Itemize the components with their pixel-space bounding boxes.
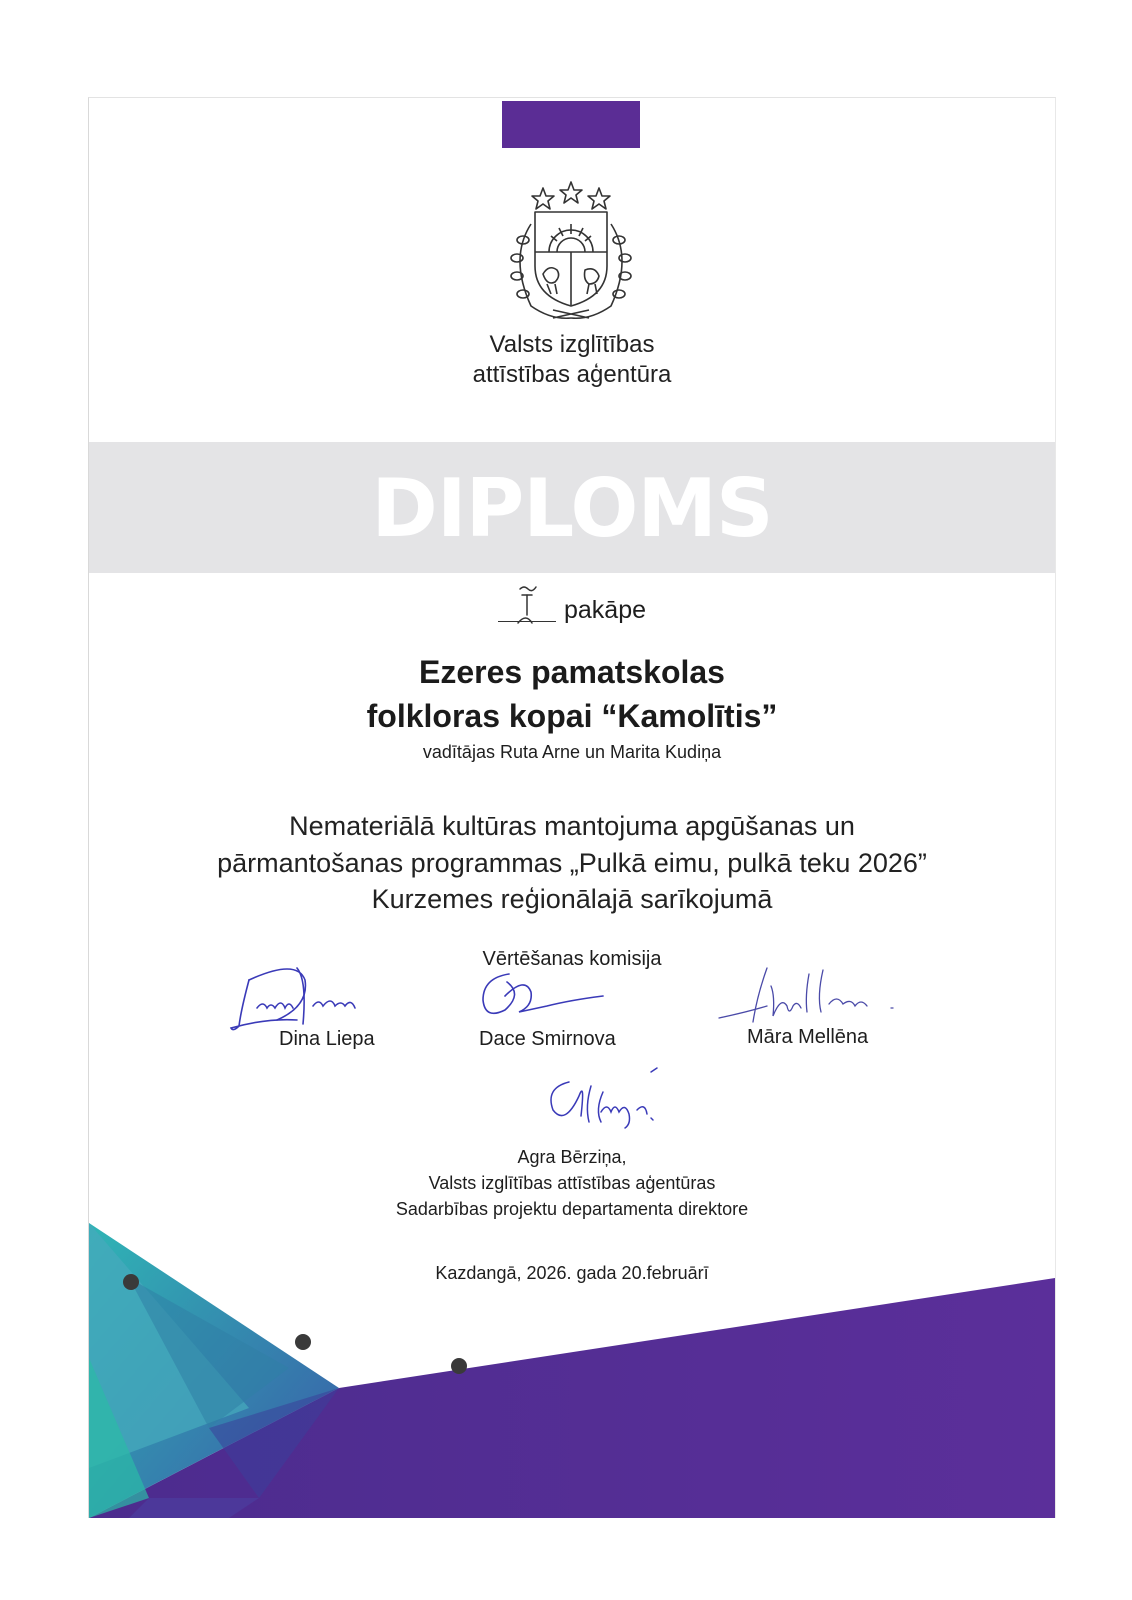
recipient-leaders: vadītājas Ruta Arne un Marita Kudiņa [422, 742, 722, 762]
program-line1: Nemateriālā kultūras mantojuma apgūšanas un [289, 811, 855, 841]
place-and-date: Kazdangā, 2026. gada 20.februārī [435, 1263, 709, 1283]
signature-agra-berzina [539, 1066, 679, 1138]
director-name: Agra Bērziņa, [517, 1147, 627, 1167]
diploma-title: DIPLOMS [371, 462, 773, 555]
diploma-sheet [88, 97, 1056, 1518]
latvia-coat-of-arms-icon [491, 178, 651, 328]
recipient-line2: folkloras kopai “Kamolītis” [366, 698, 778, 734]
title-banner [89, 442, 1055, 573]
signature-dace-smirnova [475, 966, 615, 1028]
director-position: Sadarbības projektu departamenta direktore [395, 1199, 749, 1219]
commission-member-name: Dina Liepa [279, 1028, 375, 1050]
commission-member-name: Dace Smirnova [479, 1028, 616, 1050]
agency-name-line1: Valsts izglītības [489, 331, 655, 358]
program-line3: Kurzemes reģionālajā sarīkojumā [371, 884, 773, 914]
accent-bar [502, 101, 640, 148]
commission-member-name: Māra Mellēna [747, 1026, 869, 1048]
director-organization: Valsts izglītības attīstības aģentūras [428, 1173, 716, 1193]
signature-mara-mellena [717, 956, 917, 1032]
agency-name-line2: attīstības aģentūra [472, 361, 672, 388]
commission-title: Vērtēšanas komisija [482, 948, 662, 970]
program-line2: pārmantošanas programmas „Pulkā eimu, pulkā teku 2026” [217, 848, 927, 878]
degree-line [89, 594, 1055, 626]
decorative-geometric-footer [89, 1198, 1055, 1518]
degree-label: pakāpe [563, 596, 647, 624]
handwritten-degree-mark [498, 583, 556, 627]
degree-blank [498, 595, 556, 622]
recipient-line1: Ezeres pamatskolas [419, 654, 725, 690]
